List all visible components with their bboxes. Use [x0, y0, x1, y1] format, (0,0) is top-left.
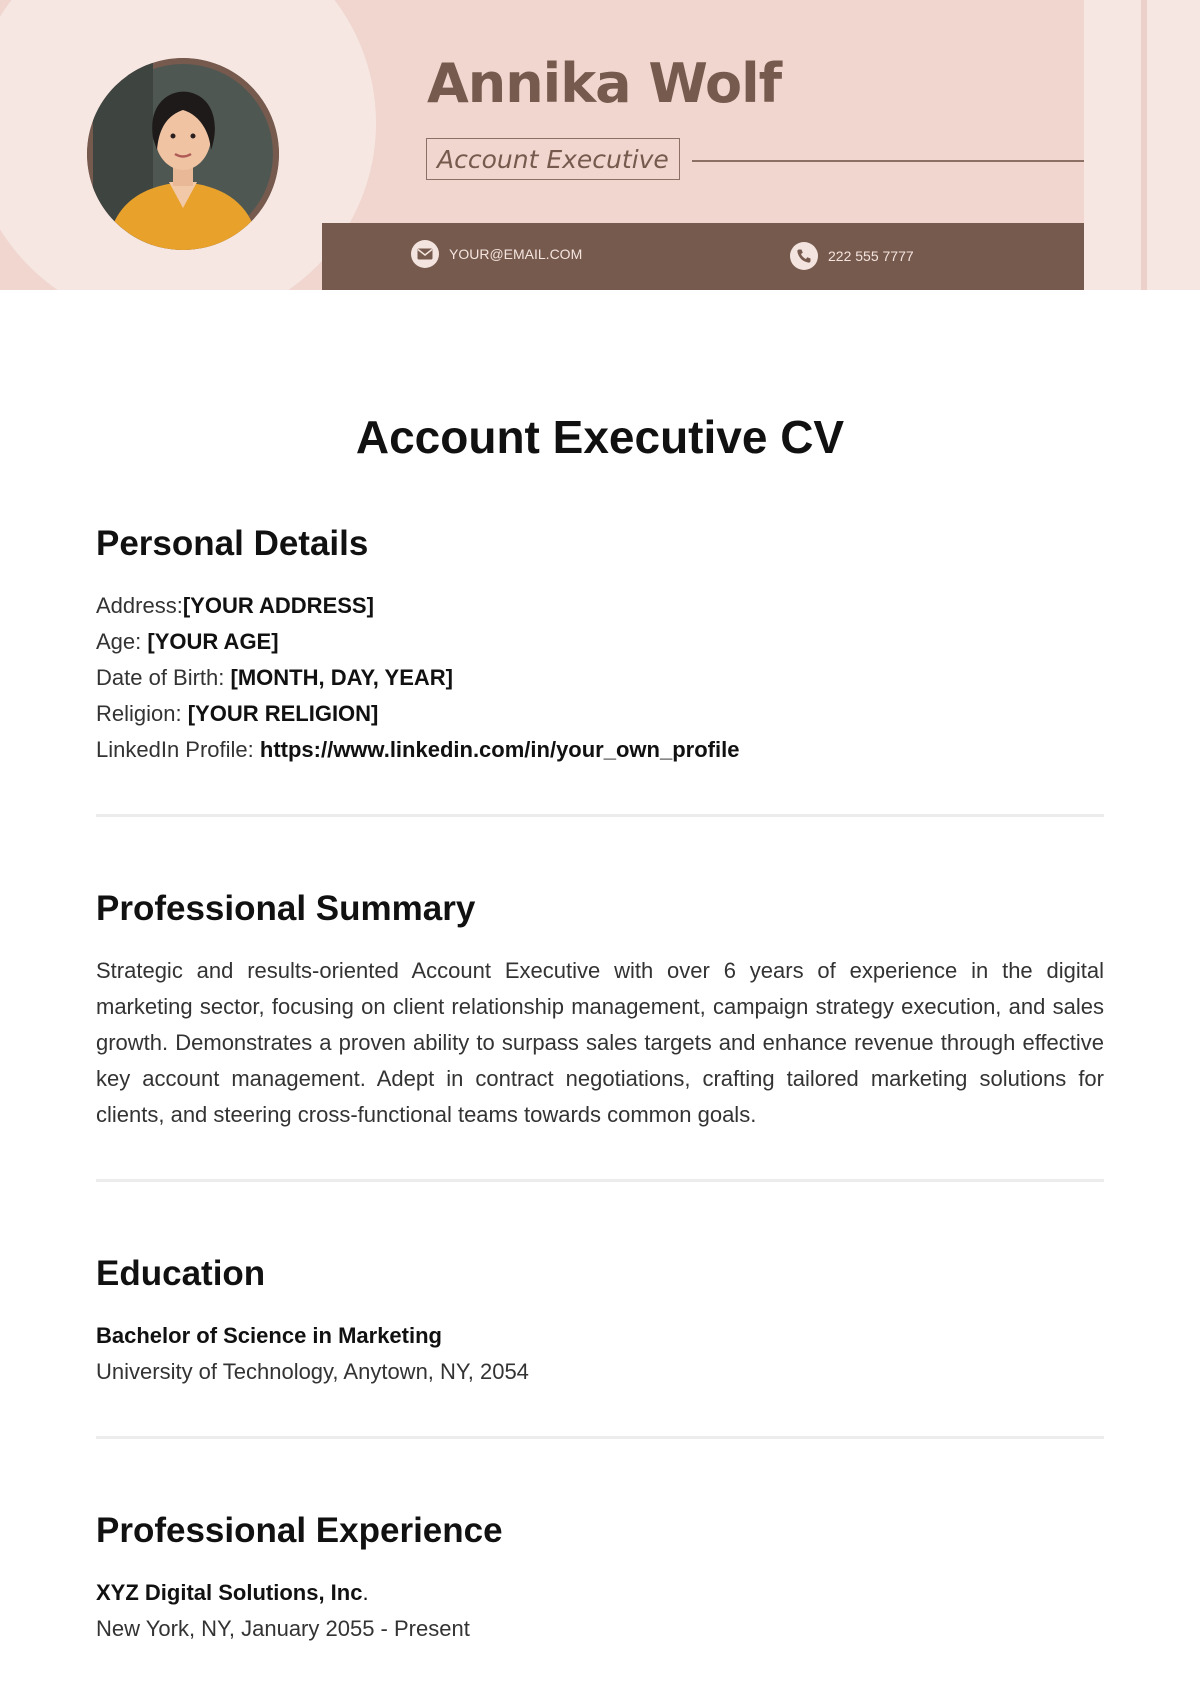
linkedin-row: [96, 732, 1104, 768]
education-heading: Education: [96, 1254, 266, 1293]
email-contact: [411, 240, 582, 268]
dob-label: Date of Birth:: [96, 665, 231, 690]
dob-value: [MONTH, DAY, YEAR]: [230, 665, 453, 690]
school-line: University of Technology, Anytown, NY, 2054: [96, 1359, 529, 1384]
section-divider: [96, 814, 1104, 817]
religion-label: Religion:: [96, 701, 188, 726]
age-value: [YOUR AGE]: [147, 629, 279, 654]
cv-header: [0, 0, 1200, 290]
phone-icon: [790, 242, 818, 270]
religion-value: [YOUR RELIGION]: [187, 701, 379, 726]
header-stripe: [1141, 0, 1147, 290]
personal-details-heading: Personal Details: [96, 524, 369, 563]
profile-photo: [87, 58, 279, 250]
personal-details-section: [96, 522, 1104, 768]
cv-body: [96, 410, 1104, 1647]
job-title-box: [426, 138, 680, 180]
phone-contact: [790, 242, 914, 270]
linkedin-link[interactable]: https://www.linkedin.com/in/your_own_profile: [259, 737, 740, 762]
summary-section: [96, 887, 1104, 1133]
summary-text: Strategic and results-oriented Account Executive with over 6 years of experience in the digital marketing sector, focusing on client relationship management, campaign strategy execution, and sales growth. Demonstrates a proven ability to surpass sales targets and enhance revenue through effective key account management. Adept in contract negotiations, crafting tailored marketing solutions for clients, and steering cross-functional teams towards common goals.: [96, 958, 1104, 1127]
envelope-icon: [411, 240, 439, 268]
job-location-dates: New York, NY, January 2055 - Present: [96, 1616, 470, 1641]
age-label: Age:: [96, 629, 148, 654]
address-row: [96, 588, 1104, 624]
education-section: [96, 1252, 1104, 1390]
experience-heading: Professional Experience: [96, 1511, 503, 1550]
address-value: [YOUR ADDRESS]: [182, 593, 374, 618]
age-row: [96, 624, 1104, 660]
title-rule: [692, 160, 1084, 162]
company-name: XYZ Digital Solutions, Inc: [96, 1580, 363, 1605]
degree-title: Bachelor of Science in Marketing: [96, 1323, 442, 1348]
phone-text: 222 555 7777: [828, 248, 914, 264]
section-divider: [96, 1436, 1104, 1439]
email-text[interactable]: YOUR@EMAIL.COM: [449, 246, 583, 262]
candidate-name: Annika Wolf: [427, 52, 782, 115]
section-divider: [96, 1179, 1104, 1182]
religion-row: [96, 696, 1104, 732]
dob-row: [96, 660, 1104, 696]
company-suffix: .: [362, 1580, 369, 1605]
address-label: Address:: [96, 593, 183, 618]
summary-heading: Professional Summary: [96, 889, 476, 928]
company-line: [96, 1575, 1104, 1611]
linkedin-label: LinkedIn Profile:: [96, 737, 260, 762]
document-title: Account Executive CV: [355, 411, 845, 463]
job-title: Account Executive: [437, 144, 669, 174]
experience-section: [96, 1509, 1104, 1647]
